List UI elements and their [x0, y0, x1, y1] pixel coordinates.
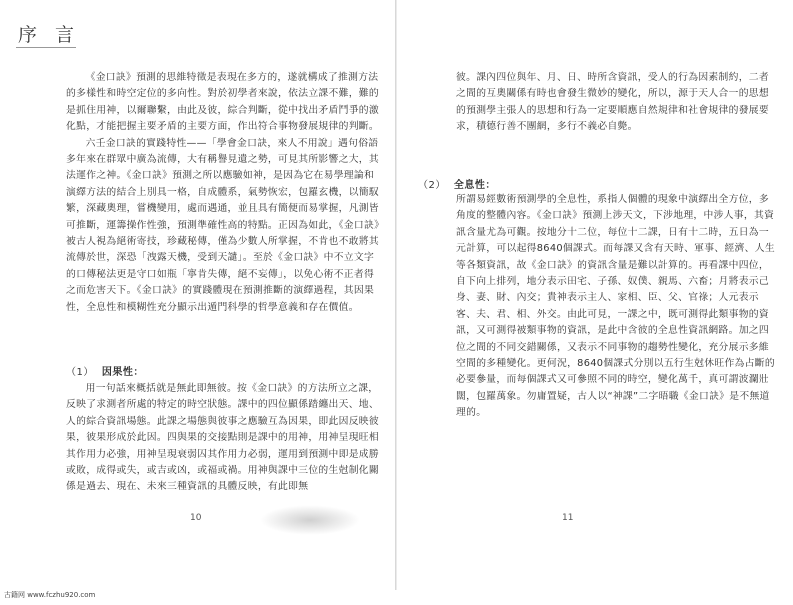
page-number-left: 10	[190, 513, 202, 523]
right-page	[396, 0, 793, 590]
section-number: （1）	[66, 367, 94, 378]
scan-smudge	[260, 505, 360, 535]
page-number-right: 11	[562, 513, 574, 523]
left-page	[0, 0, 396, 590]
preface-body	[66, 70, 382, 316]
causality-body	[66, 381, 382, 496]
paragraph-body: 所謂易經數術預測學的全息性，系指人個體的現象中演繹出全方位，多角度的整體內容。《金口訣》預測上涉天文，下涉地理，中涉人事，其資訊含量尤為可觀。按地分十二位，每位十二課，日有十二時，五日為一元計算，可以起得8640個課式。而每課又含有天時、軍事、經濟、人生等各類資訊，故《金口訣》的資訊含量是難以計算的。再看課中四位，自下向上排列，地分表示田宅、子孫、奴僕、親馬、六畜；月將表示己身、妻、財、內交；貴神表示主人、家相、臣、父、官祿；人元表示客、夫、君、相、外交。由此可見，一課之中，既可測得此類事物的資訊，又可測得被類事物的資訊，是此中含彼的全息性資訊網路。加之四位之間的不同交錯關係，又表示不同事物的趨勢性變化，充分展示多維空間的多種變化。更何況，8640個課式分別以五行生尅休旺作為占斷的必要參量，而每個課式又可參照不同的時空，變化萬千，真可謂波瀾壯闊，包羅萬象。勿庸置疑，古人以“神課”二字晤職《金口訣》是不無道理的。	[456, 194, 775, 419]
paragraph-1: 《金口訣》預測的思維特徵是表現在多方的，遂就構成了推測方法的多樣性和時空定位的多向性。對於初學者來說，依法立課不難，難的是抓住用神，以爾聯繫，由此及彼，綜合判斷，從中找出矛盾鬥爭的激化點，才能把握主要矛盾的主要方面，作出符合事物發展規律的判斷。	[66, 72, 380, 133]
holistic-body	[456, 192, 778, 422]
preface-title: 序 言	[18, 24, 81, 46]
section-heading-holistic	[418, 176, 496, 191]
paragraph-2: 六壬金口訣的實踐特性——「學會金口訣，來人不用說」遇句俗語多年來在群眾中廣為流傳，大有稱譽見遺之勢，可見其所影響之大，其法運作之神。《金口訣》預測之所以應驗如神，是因為它在易學理論和演繹方法的結合上別具一格，自成體系，氣勢恢宏，包羅玄機，以簡馭繁，深藏奧理，嘗機變用，處而遇通，並且具有簡便而易掌握，凡測皆可推斷，運籌操作性強，預測準確性高的特點。正因為如此，《金口訣》被古人視為絕術寄技，珍藏秘傳，僅為少數人所掌握，不肯也不敢將其流傳於世，深恐「洩露天機，受到天譴」。至於《金口訣》中不立文字的口傳秘法更是守口如瓶「寧肯失傳，絕不妄傳」，以免心術不正者得之而危害天下。《金口訣》的實踐體現在預測推斷的演繹過程，其因果性，全息性和模糊性充分顯示出遁門科學的哲學意義和存在價值。	[66, 137, 380, 313]
source-watermark: 古籍网 www.fczhu920.com	[4, 591, 96, 599]
section-heading-causality	[66, 363, 144, 378]
section-title: 因果性：	[101, 367, 144, 378]
section-number: （2）	[418, 180, 446, 191]
paragraph-3: 用一句話來概括就是無此即無彼。按《金口訣》的方法所立之課，反映了求測者所處的特定的時空狀態。課中的四位顯係踏纏出天、地、人的綜合資訊場態。此課之場態與彼事之應驗互為因果，即此因反映彼果，彼果形成於此因。四與果的交接點則是課中的用神，用神呈現旺相其作用力必強，用神呈現衰弱囚其作用力必弱，運用到預測中即是成勝或敗，成得或失，或吉或凶，或福或禍。用神與課中三位的生尅制化關係是過去、現在、未來三種資訊的具體反映，有此即無	[66, 383, 380, 493]
section-title: 全息性：	[453, 180, 496, 191]
paragraph-top: 彼。課內四位與年、月、日、時所含資訊，受人的行為因素制約，二者之間的互奧關係有時也會發生微妙的變化，所以，源于天人合一的思想的預測學主張人的思想和行為一定要順應自然規律和社會規律的發展要求，積德行善不團網，多行不義必自斃。	[456, 72, 770, 133]
title-underline	[16, 47, 76, 48]
right-intro	[456, 70, 778, 136]
